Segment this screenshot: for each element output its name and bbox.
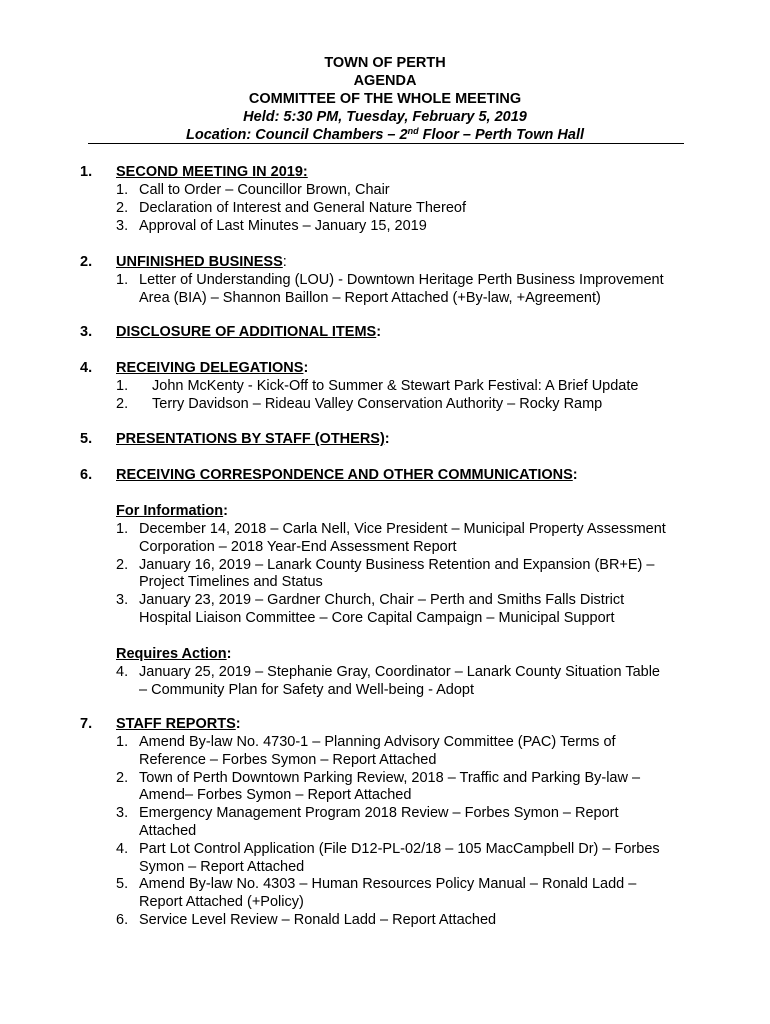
list-item (116, 841, 696, 877)
list-item (116, 396, 696, 414)
item-text: Terry Davidson – Rideau Valley Conservation Authority – Rocky Ramp (152, 395, 603, 412)
item-number: 3. (116, 805, 129, 822)
list-item (116, 876, 696, 912)
section-title: DISCLOSURE OF ADDITIONAL ITEMS (116, 324, 377, 340)
for-information-heading (116, 503, 228, 521)
section-number: 7. (80, 716, 93, 732)
item-number: 4. (116, 840, 129, 857)
town-title: TOWN OF PERTH (324, 55, 446, 71)
section-title-colon: : (376, 324, 382, 340)
item-text: January 25, 2019 – Stephanie Gray, Coordinator – Lanark County Situation Table – Community Plan for Safety and Well-being - Adopt (139, 664, 660, 698)
item-number: 1. (116, 182, 129, 198)
section-heading (116, 716, 241, 734)
list-item (116, 770, 696, 806)
item-number: 2. (116, 395, 129, 412)
section-title-colon: : (572, 467, 578, 483)
item-number: 1. (116, 272, 129, 288)
header-divider (88, 143, 684, 144)
item-number: 2. (116, 769, 129, 786)
section-heading (116, 324, 381, 342)
section-title-colon: : (235, 716, 241, 732)
meeting-time: Held: 5:30 PM, Tuesday, February 5, 2019 (243, 109, 527, 125)
item-text: December 14, 2018 – Carla Nell, Vice President – Municipal Property Assessment Corporation – 2018 Year-End Assessment Report (139, 521, 666, 555)
item-text: January 23, 2019 – Gardner Church, Chair – Perth and Smiths Falls District Hospital Liaison Committee – Core Capital Campaign – Municipal Support (139, 592, 625, 626)
item-number: 6. (116, 911, 129, 928)
section-number: 6. (80, 467, 93, 483)
item-text: Service Level Review – Ronald Ladd – Report Attached (139, 911, 497, 928)
section-heading (116, 467, 578, 485)
item-number: 4. (116, 664, 129, 680)
section-title: STAFF REPORTS (116, 716, 236, 732)
list-item (116, 378, 696, 396)
section-title: RECEIVING DELEGATIONS (116, 360, 304, 376)
section-title: PRESENTATIONS BY STAFF (OTHERS) (116, 431, 385, 447)
subheading-colon: : (226, 646, 232, 662)
item-number: 2. (116, 199, 129, 216)
item-text: Town of Perth Downtown Parking Review, 2018 – Traffic and Parking By-law – Amend– Forbes Symon – Report Attached (139, 769, 641, 804)
section-title: UNFINISHED BUSINESS (116, 254, 283, 270)
item-text: Part Lot Control Application (File D12-PL-02/18 – 105 MacCampbell Dr) – Forbes Symon – Report Attached (139, 840, 660, 875)
item-number: 1. (116, 378, 129, 394)
item-number: 3. (116, 217, 129, 234)
list-item (116, 664, 696, 700)
list-item (116, 557, 696, 593)
section-heading (116, 431, 390, 449)
subheading-title: Requires Action (116, 646, 227, 662)
subheading-title: For Information (116, 503, 224, 519)
item-text: Emergency Management Program 2018 Review – Forbes Symon – Report Attached (139, 805, 619, 839)
section-items (116, 272, 696, 308)
meeting-title: COMMITTEE OF THE WHOLE MEETING (248, 91, 522, 107)
section-items (116, 182, 696, 235)
item-text: John McKenty - Kick-Off to Summer & Stewart Park Festival: A Brief Update (152, 378, 639, 394)
item-text: Call to Order – Councillor Brown, Chair (139, 182, 390, 198)
action-items (116, 664, 696, 700)
list-item (116, 734, 696, 770)
section-number: 5. (80, 431, 93, 447)
item-number: 1. (116, 734, 129, 750)
list-item (116, 592, 696, 628)
list-item (116, 182, 696, 200)
section-number: 1. (80, 164, 93, 180)
agenda-title: AGENDA (353, 73, 417, 89)
section-title-colon: : (303, 360, 309, 376)
section-title-colon: : (282, 254, 287, 270)
section-title-colon: : (384, 431, 390, 447)
item-text: Approval of Last Minutes – January 15, 2019 (139, 217, 427, 234)
section-heading (116, 164, 308, 182)
section-title: SECOND MEETING IN 2019: (116, 164, 308, 180)
list-item (116, 805, 696, 841)
information-items (116, 521, 696, 628)
meeting-location (0, 126, 770, 144)
section-title: RECEIVING CORRESPONDENCE AND OTHER COMMUNICATIONS (116, 467, 573, 483)
item-number: 3. (116, 592, 129, 609)
list-item (116, 218, 696, 236)
location-text-end: Floor – Perth Town Hall (418, 127, 584, 143)
item-number: 2. (116, 556, 129, 573)
item-text: Letter of Understanding (LOU) - Downtown Heritage Perth Business Improvement Area (BIA) – Shannon Baillon – Report Attached (+By-law, +Agreement) (139, 272, 664, 306)
subheading-colon: : (223, 503, 228, 519)
list-item (116, 521, 696, 557)
list-item (116, 200, 696, 218)
section-number: 4. (80, 360, 93, 376)
requires-action-heading (116, 646, 232, 664)
item-text: Amend By-law No. 4730-1 – Planning Advisory Committee (PAC) Terms of Reference – Forbes Symon – Report Attached (139, 734, 616, 768)
location-text: Location: Council Chambers – 2 (186, 127, 408, 143)
item-text: Amend By-law No. 4303 – Human Resources Policy Manual – Ronald Ladd – Report Attached (+Policy) (139, 876, 637, 911)
agenda-header (0, 54, 770, 144)
section-heading (116, 254, 287, 272)
list-item (116, 912, 696, 930)
section-number: 2. (80, 254, 93, 270)
item-text: January 16, 2019 – Lanark County Business Retention and Expansion (BR+E) – Project Timelines and Status (139, 556, 655, 591)
item-number: 1. (116, 521, 129, 537)
section-heading (116, 360, 308, 378)
section-number: 3. (80, 324, 93, 340)
item-number: 5. (116, 876, 129, 893)
section-items (116, 734, 696, 930)
section-items (116, 378, 696, 414)
item-text: Declaration of Interest and General Nature Thereof (139, 199, 466, 216)
list-item (116, 272, 696, 308)
floor-ordinal: nd (407, 126, 419, 136)
